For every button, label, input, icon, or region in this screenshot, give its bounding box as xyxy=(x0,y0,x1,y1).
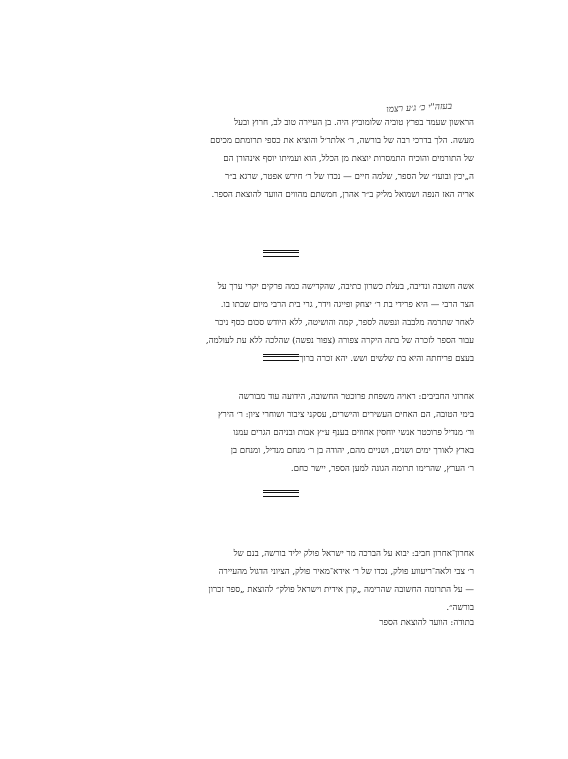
text-line: בארץ לאורך ימים ושנים, ושניים מהם, יהודה בן ר׳ מנחם מנדיל, ומנחם בן xyxy=(230,446,474,456)
text-line: ר׳ צבי ולאה־ריעווע פולק, נכדו של ר׳ אידא־מאיר פולק, הציוני הדגול מהעיירה xyxy=(218,567,474,577)
handwritten-note: בעזה"י כ׳ ג׳ע רצמו xyxy=(386,101,453,116)
text-line: ר׳ הערץ, שהרימו תרומה הגונה למען הספר, יישר כחם. xyxy=(290,464,474,474)
text-line: הצר הרבי — היא פרידי בת ר׳ יצחק ופייגה וידר, גרי בית הרבי מיום שבתו בו. xyxy=(220,300,474,310)
paragraph-first-contributors xyxy=(128,114,474,204)
text-line: מעשה. הלך בדרכי רבה של בורשה, ר׳ אלתר׳ל והוציא את כספי תרומתם מכיסם xyxy=(210,136,474,146)
text-line: — על התרומה החשובה שהרימה „קרן אידית וישראל פולק״ להוצאת „ספר זכרון xyxy=(208,585,474,595)
text-line: אחרוני החביבים: ראויה משפחת פרוכטר החשובה, הידועה עוד מבורשה xyxy=(238,392,474,402)
paragraph-frukhter-family xyxy=(128,388,474,478)
text-line: בימי הטובה, הם האחים העשירים והישרים, עסקני ציבור ושוחרי ציון: ר׳ הירץ xyxy=(218,410,474,420)
text-line: הראשון שעמד בפרץ טוביה שלומוביץ היה. בן העיירה טוב לב, חרוץ ובעל xyxy=(234,118,474,128)
text-line: אשה חשובה ונדיבה, בעלת כשרון כתיבה, שהקדישה כמה פרקים יקרי ערך על xyxy=(217,282,474,292)
text-line: בורשה״. xyxy=(446,603,474,613)
text-line: בעצם פריחתה והיא בת שלשים ושש. יהא זכרה ברוך. xyxy=(296,354,474,364)
text-line: אריה האז הנפה ושמואל מליק ב״ר אהרן, חמשתם מהווים הוועד להוצאת הספר. xyxy=(211,190,474,200)
section-divider xyxy=(263,250,299,257)
text-line: אחרון־אחרון חביב: יבוא על הברכה מר ישראל פולק יליד בורשה, בנם של xyxy=(233,549,474,559)
section-divider xyxy=(263,490,299,497)
paragraph-fraydi xyxy=(128,278,474,368)
paragraph-polak xyxy=(128,545,474,617)
text-line: ה„יכין ובועז״ של הספר, שלמה חיים — נכדו של ר׳ חירש אפטר, שרגא ב״ר xyxy=(225,172,474,182)
text-line: של התורמים והוכיח התמסרות יוצאת מן הכלל, הוא ועמיתו יוסף אינהורן הם xyxy=(223,154,474,164)
text-line: עבור הספר לזכרה של בתה היקרה צפורה (צפור נפשה) שהלכה ללא עת לעולמה, xyxy=(205,336,474,346)
text-line: לאחר שתרמה מלבבה ונפשה לספר, קמה והושיטה, ללא היודש סכום כסף ניכר xyxy=(215,318,474,328)
text-line: ור׳ מנדיל פרוכטר אנשי יוחסין אחוזים בענף ע״ץ אבות ובניהם הגרים עמנו xyxy=(233,428,474,438)
signature-line: בתודה: הוועד להוצאת הספר xyxy=(379,618,474,628)
section-divider xyxy=(263,354,299,361)
